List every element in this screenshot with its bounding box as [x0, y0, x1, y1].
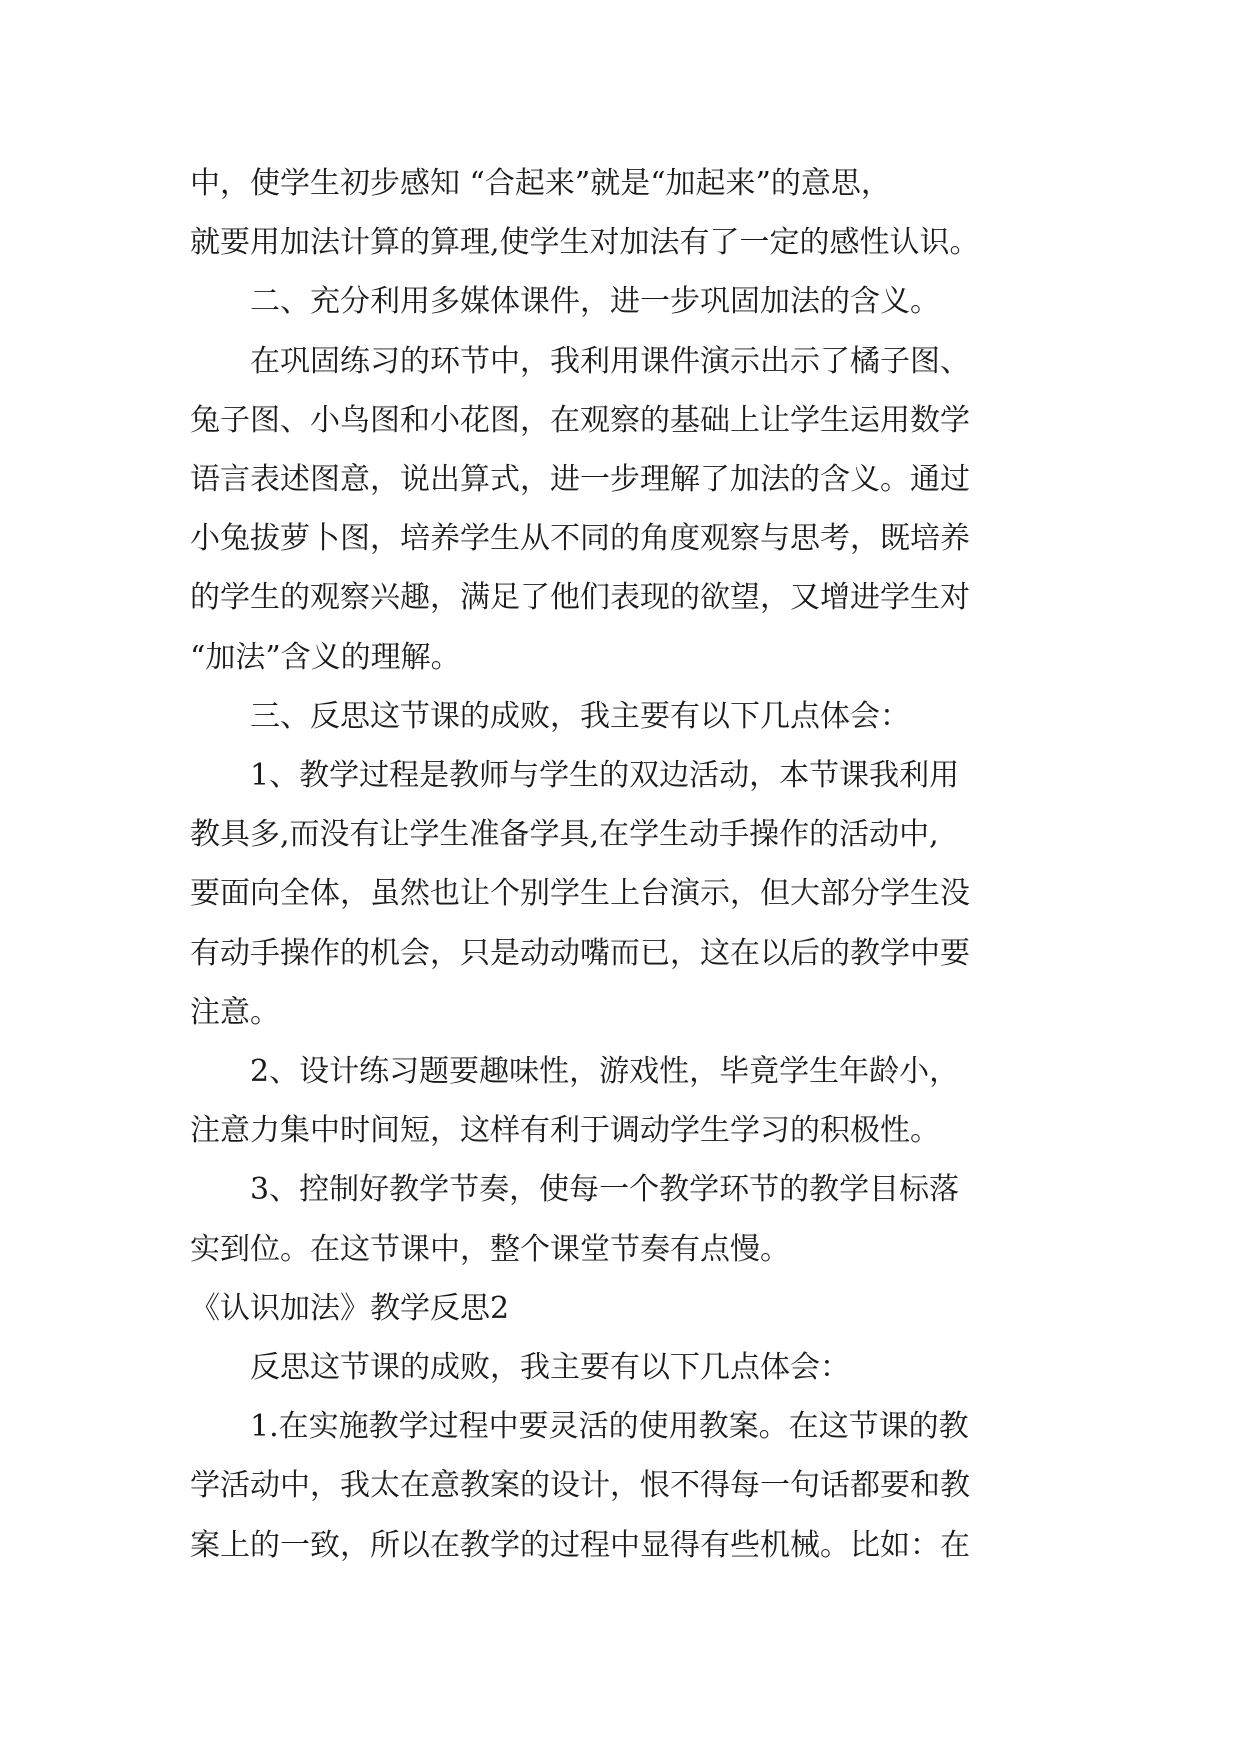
text-line: 就要用加法计算的算理,使学生对加法有了一定的感性认识。	[190, 225, 980, 260]
text-line: 案上的一致，所以在教学的过程中显得有些机械。比如：在	[190, 1528, 970, 1563]
text-line: 注意力集中时间短，这样有利于调动学生学习的积极性。	[190, 1113, 940, 1148]
document-title: 《认识加法》教学反思2	[190, 1291, 510, 1326]
section-heading: 三、反思这节课的成败，我主要有以下几点体会：	[250, 699, 910, 734]
text-line: 要面向全体，虽然也让个别学生上台演示，但大部分学生没	[190, 876, 970, 911]
text-line: 1.在实施教学过程中要灵活的使用教案。在这节课的教	[250, 1409, 969, 1444]
section-heading: 二、充分利用多媒体课件，进一步巩固加法的含义。	[250, 284, 940, 319]
text-line: 3、控制好教学节奏，使每一个教学环节的教学目标落	[250, 1172, 960, 1207]
text-line: 实到位。在这节课中，整个课堂节奏有点慢。	[190, 1232, 790, 1267]
text-line: 的学生的观察兴趣，满足了他们表现的欲望，又增进学生对	[190, 580, 970, 615]
text-line: 在巩固练习的环节中，我利用课件演示出示了橘子图、	[250, 344, 970, 379]
text-line: 教具多,而没有让学生准备学具,在学生动手操作的活动中,	[190, 817, 939, 852]
text-line: 2、设计练习题要趣味性，游戏性，毕竟学生年龄小，	[250, 1054, 960, 1089]
text-line: 中，使学生初步感知 “合起来”就是“加起来”的意思，	[190, 166, 891, 201]
text-line: 语言表述图意，说出算式，进一步理解了加法的含义。通过	[190, 462, 970, 497]
text-line: 小兔拔萝卜图，培养学生从不同的角度观察与思考，既培养	[190, 521, 970, 556]
text-line: 1、教学过程是教师与学生的双边活动，本节课我利用	[250, 758, 960, 793]
text-line: “加法”含义的理解。	[190, 640, 461, 675]
text-line: 注意。	[190, 995, 280, 1030]
text-line: 兔子图、小鸟图和小花图，在观察的基础上让学生运用数学	[190, 403, 970, 438]
text-line: 学活动中，我太在意教案的设计，恨不得每一句话都要和教	[190, 1468, 970, 1503]
text-line: 反思这节课的成败，我主要有以下几点体会：	[250, 1350, 850, 1385]
text-line: 有动手操作的机会，只是动动嘴而已，这在以后的教学中要	[190, 936, 970, 971]
